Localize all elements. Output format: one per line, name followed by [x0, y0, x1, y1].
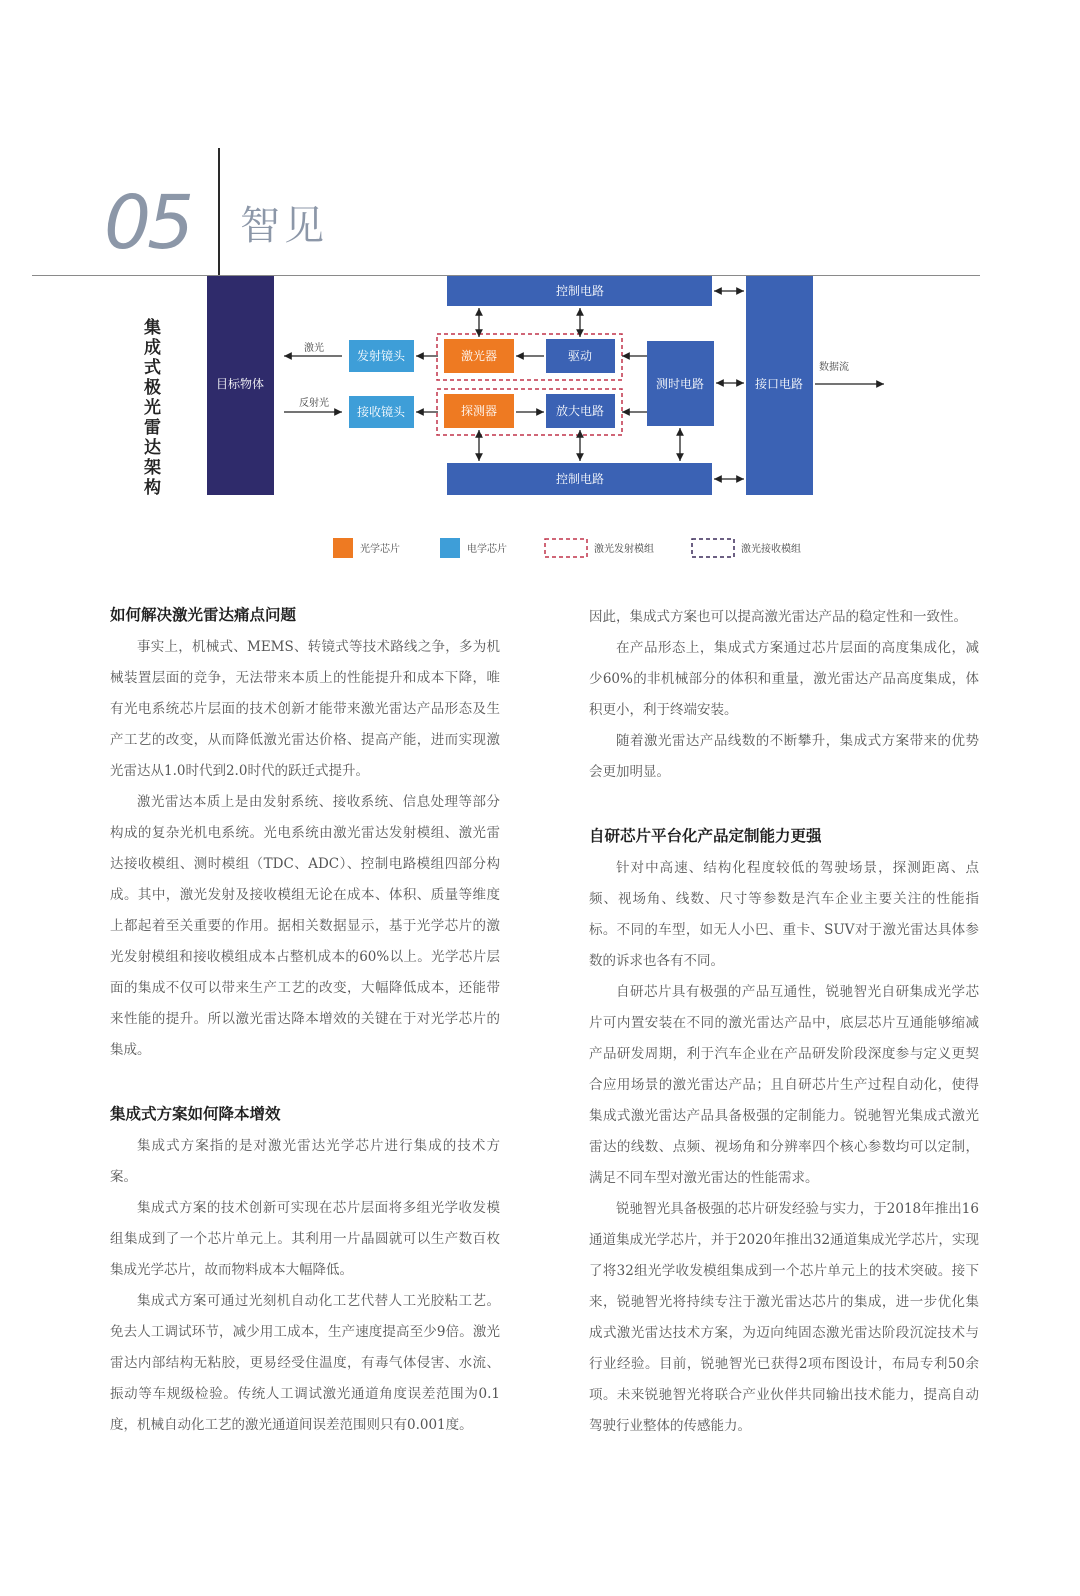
paragraph: 因此，集成式方案也可以提高激光雷达产品的稳定性和一致性。 — [589, 609, 967, 625]
svg-text:探测器: 探测器 — [460, 404, 498, 418]
legend-optical-chip — [333, 538, 400, 558]
legend-tx-module — [545, 539, 654, 557]
detector-block — [444, 394, 514, 428]
paragraph: 集成式方案的技术创新可实现在芯片层面将多组光学收发模组集成到了一个芯片单元上。其利用一片晶圆就可以生产数百枚集成光学芯片，故而物料成本大幅降低。 — [110, 1200, 500, 1278]
svg-text:控制电路: 控制电路 — [555, 472, 605, 486]
reflected-arrow-label: 反射光 — [299, 398, 329, 409]
svg-text:接收镜头: 接收镜头 — [356, 405, 406, 419]
paragraph: 集成式方案指的是对激光雷达光学芯片进行集成的技术方案。 — [110, 1138, 500, 1185]
paragraph: 集成式方案可通过光刻机自动化工艺代替人工光胶粘工艺。免去人工调试环节，减少用工成本，生产速度提高至少9倍。激光雷达内部结构无粘胶，更易经受住温度，有毒气体侵害、水流、振动等车规级检验。传统人工调试激光通道角度误差范围为0.1度，机械自动化工艺的激光通道间误差范围则只有0.001度。 — [110, 1293, 500, 1433]
svg-text:激光发射模组: 激光发射模组 — [594, 544, 654, 555]
right-column — [589, 602, 979, 1442]
paragraph: 事实上，机械式、MEMS、转镜式等技术路线之争，多为机械装置层面的竞争，无法带来本质上的性能提升和成本下降，唯有光电系统芯片层面的技术创新才能带来激光雷达产品形态及生产工艺的改变，从而降低激光雷达价格、提高产能，进而实现激光雷达从1.0时代到2.0时代的跃迁式提升。 — [110, 639, 500, 779]
receive-lens-block — [349, 396, 414, 428]
paragraph: 锐驰智光具备极强的芯片研发经验与实力，于2018年推出16通道集成光学芯片，并于2020年推出32通道集成光学芯片，实现了将32组光学收发模组集成到一个芯片单元上的技术突破。接下来，锐驰智光将持续专注于激光雷达芯片的集成，进一步优化集成式激光雷达技术方案，为迈向纯固态激光雷达阶段沉淀技术与行业经验。目前，锐驰智光已获得2项布图设计，布局专利50余项。未来锐驰智光将联合产业伙伴共同输出技术能力，提高自动驾驶行业整体的传感能力。 — [589, 1201, 979, 1434]
svg-text:电学芯片: 电学芯片 — [467, 544, 507, 555]
paragraph: 随着激光雷达产品线数的不断攀升，集成式方案带来的优势会更加明显。 — [589, 733, 979, 780]
amplifier-block — [546, 394, 615, 428]
svg-text:控制电路: 控制电路 — [555, 284, 605, 298]
laser-block — [444, 339, 514, 373]
paragraph: 自研芯片具有极强的产品互通性，锐驰智光自研集成光学芯片可内置安装在不同的激光雷达产品中，底层芯片互通能够缩减产品研发周期，利于汽车企业在产品研发阶段深度参与定义更契合应用场景的激光雷达产品；且自研芯片生产过程自动化，使得集成式激光雷达产品具备极强的定制能力。锐驰智光集成式激光雷达的线数、点频、视场角和分辨率四个核心参数均可以定制，满足不同车型对激光雷达的性能需求。 — [589, 984, 979, 1186]
lidar-architecture-diagram — [180, 276, 920, 576]
laser-arrow-label: 激光 — [304, 343, 324, 354]
svg-text:光学芯片: 光学芯片 — [360, 544, 400, 555]
paragraph: 针对中高速、结构化程度较低的驾驶场景，探测距离、点频、视场角、线数、尺寸等参数是汽车企业主要关注的性能指标。不同的车型，如无人小巴、重卡、SUV对于激光雷达具体参数的诉求也各有不同。 — [589, 860, 979, 969]
timing-circuit-block — [647, 341, 714, 426]
paragraph: 激光雷达本质上是由发射系统、接收系统、信息处理等部分构成的复杂光机电系统。光电系统由激光雷达发射模组、激光雷达接收模组、测时模组（TDC、ADC）、控制电路模组四部分构成。其中，激光发射及接收模组无论在成本、体积、质量等维度上都起着至关重要的作用。据相关数据显示，基于光学芯片的激光发射模组和接收模组成本占整机成本的60%以上。光学芯片层面的集成不仅可以带来生产工艺的改变，大幅降低成本，还能带来性能的提升。所以激光雷达降本增效的关键在于对光学芯片的集成。 — [110, 794, 500, 1058]
svg-text:激光器: 激光器 — [460, 349, 498, 363]
svg-text:驱动: 驱动 — [567, 349, 593, 363]
svg-text:接口电路: 接口电路 — [754, 377, 804, 391]
paragraph: 在产品形态上，集成式方案通过芯片层面的高度集成化，减少60%的非机械部分的体积和重量，激光雷达产品高度集成，体积更小，利于终端安装。 — [589, 640, 979, 718]
left-column — [110, 598, 500, 1441]
svg-text:发射镜头: 发射镜头 — [356, 349, 406, 363]
heading-custom-chip-platform: 自研芯片平台化产品定制能力更强 — [589, 827, 822, 845]
heading-lidar-pain-points: 如何解决激光雷达痛点问题 — [110, 606, 297, 624]
interface-circuit-block — [746, 276, 813, 495]
svg-text:放大电路: 放大电路 — [555, 404, 605, 418]
control-circuit-top-block — [447, 276, 712, 306]
control-circuit-bottom-block — [447, 463, 712, 495]
section-number: 05 — [104, 180, 191, 266]
legend-rx-module — [692, 539, 801, 557]
target-object-label: 目标物体 — [215, 377, 265, 391]
svg-text:激光接收模组: 激光接收模组 — [741, 544, 801, 555]
legend-electrical-chip — [440, 538, 507, 558]
driver-block — [546, 339, 615, 373]
transmit-lens-block — [349, 340, 414, 372]
heading-cost-reduction: 集成式方案如何降本增效 — [110, 1105, 281, 1123]
target-object-block — [207, 276, 274, 495]
header-divider — [218, 148, 220, 276]
section-title: 智见 — [240, 203, 328, 249]
svg-text:测时电路: 测时电路 — [655, 377, 705, 391]
data-flow-label: 数据流 — [819, 362, 849, 373]
diagram-title: 集成式极光雷达架构 — [144, 318, 161, 498]
